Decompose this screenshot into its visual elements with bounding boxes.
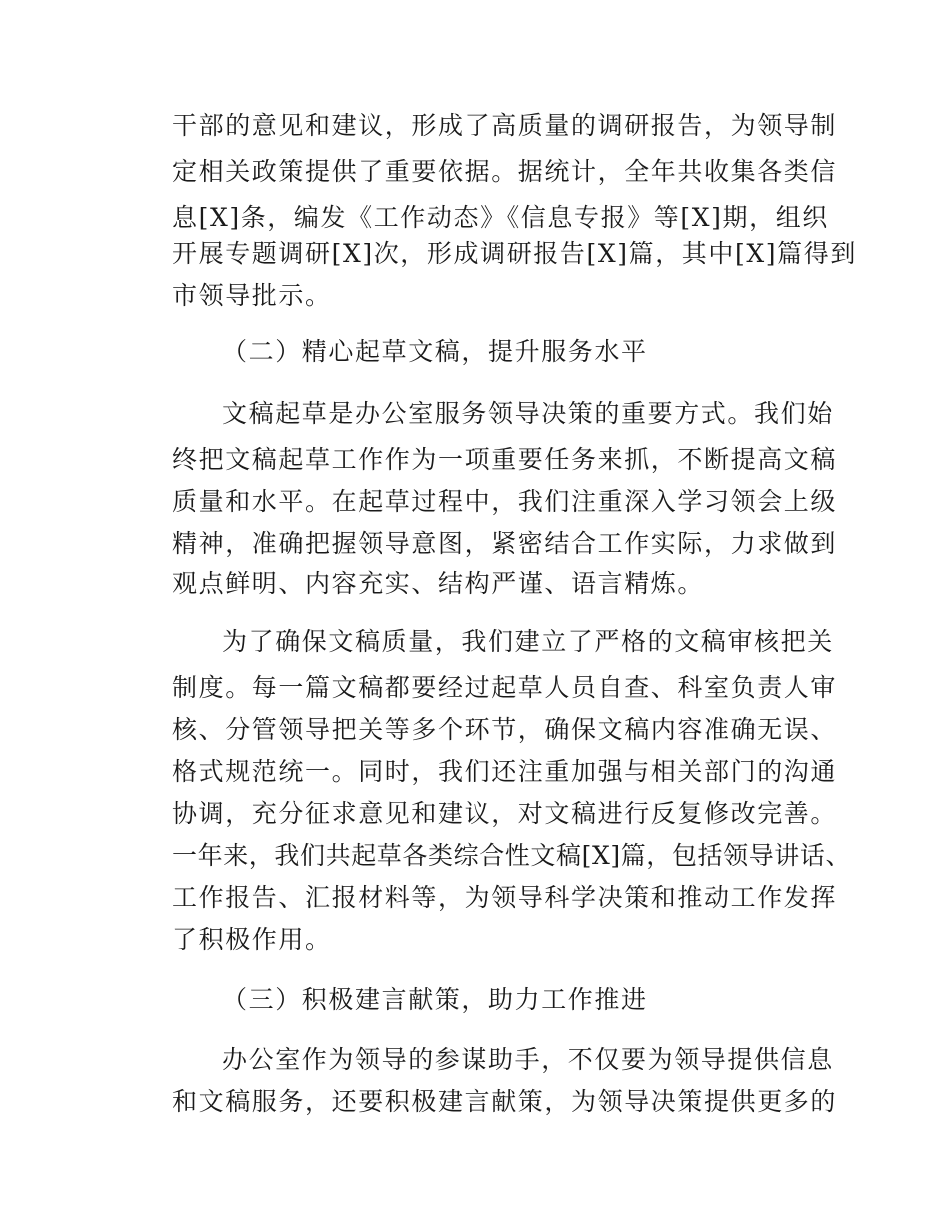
paragraph-2-line-2: 终把文稿起草工作作为一项重要任务来抓，不断提高文稿 [172,445,838,474]
paragraph-4-line-1: 办公室作为领导的参谋助手，不仅要为领导提供信息 [222,1045,834,1074]
paragraph-1-line-2: 定相关政策提供了重要依据。据统计，全年共收集各类信 [172,157,838,186]
paragraph-1-line-4: 开展专题调研[X]次，形成调研报告[X]篇，其中[X]篇得到 [172,239,857,268]
paragraph-3-line-6: 一年来，我们共起草各类综合性文稿[X]篇，包括领导讲话、 [172,841,852,870]
paragraph-1-line-5: 市领导批示。 [172,281,332,310]
paragraph-1-line-1: 干部的意见和建议，形成了高质量的调研报告，为领导制 [172,111,838,140]
paragraph-3-line-7: 工作报告、汇报材料等，为领导科学决策和推动工作发挥 [172,883,838,912]
paragraph-4-line-2: 和文稿服务，还要积极建言献策，为领导决策提供更多的 [172,1087,838,1116]
paragraph-2-line-3: 质量和水平。在起草过程中，我们注重深入学习领会上级 [172,487,838,516]
paragraph-2-line-5: 观点鲜明、内容充实、结构严谨、语言精炼。 [172,569,705,598]
section-heading-3: （三）积极建言献策，助力工作推进 [222,985,648,1014]
paragraph-3-line-8: 了积极作用。 [172,925,332,954]
paragraph-2-line-4: 精神，准确把握领导意图，紧密结合工作实际，力求做到 [172,529,838,558]
paragraph-3-line-2: 制度。每一篇文稿都要经过起草人员自查、科室负责人审 [172,673,838,702]
paragraph-3-line-1: 为了确保文稿质量，我们建立了严格的文稿审核把关 [222,627,834,656]
paragraph-2-line-1: 文稿起草是办公室服务领导决策的重要方式。我们始 [222,399,834,428]
paragraph-3-line-5: 协调，充分征求意见和建议，对文稿进行反复修改完善。 [172,799,838,828]
section-heading-2: （二）精心起草文稿，提升服务水平 [222,337,648,366]
paragraph-3-line-3: 核、分管领导把关等多个环节，确保文稿内容准确无误、 [172,715,838,744]
paragraph-3-line-4: 格式规范统一。同时，我们还注重加强与相关部门的沟通 [172,757,838,786]
paragraph-1-line-3: 息[X]条，编发《工作动态》《信息专报》等[X]期，组织 [172,203,829,232]
